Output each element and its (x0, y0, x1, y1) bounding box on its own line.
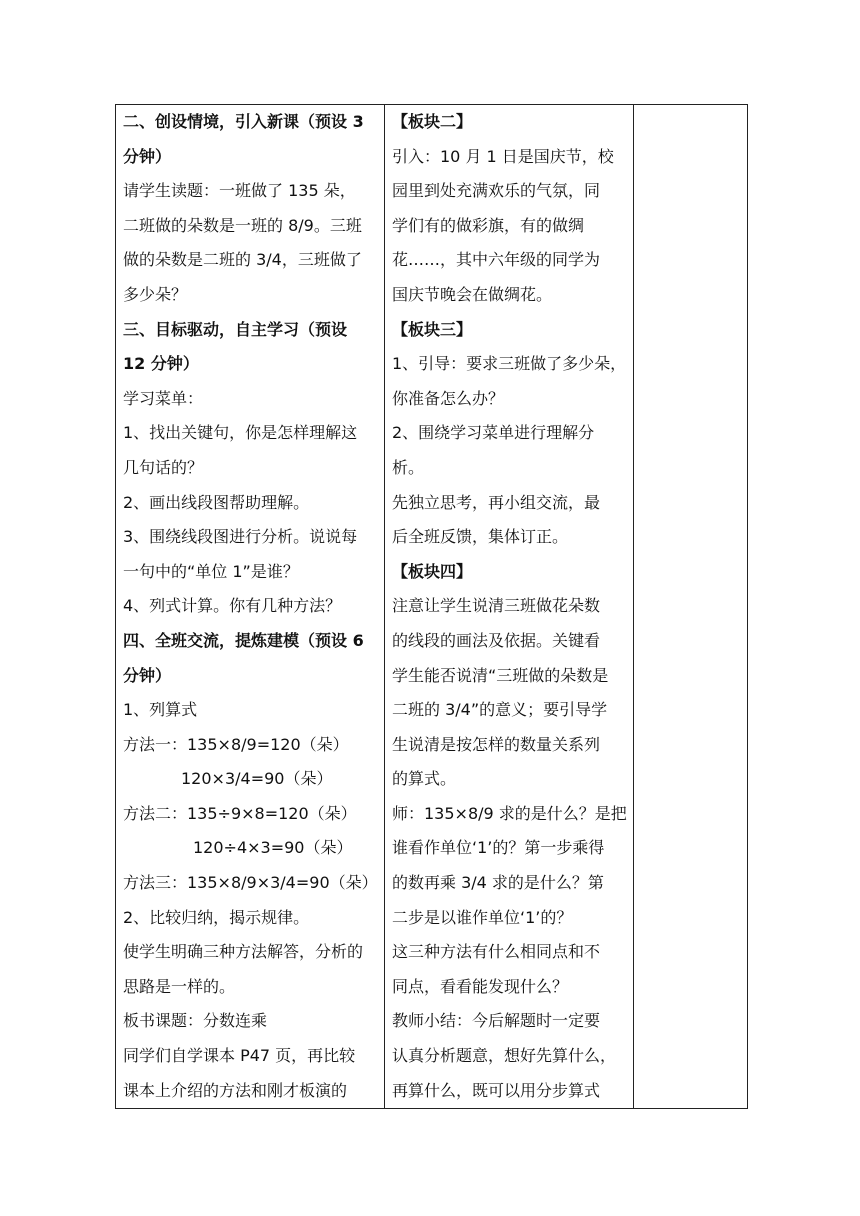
text-line: 2、围绕学习菜单进行理解分 (392, 423, 595, 443)
text-line: 做的朵数是二班的 3/4，三班做了 (123, 250, 362, 270)
section-heading: 分钟） (123, 665, 172, 685)
text-line: 认真分析题意，想好先算什么， (392, 1046, 617, 1066)
text-line: 学习菜单： (123, 388, 204, 408)
text-line: 学生能否说清“三班做的朵数是 (392, 665, 609, 685)
text-line: 的算式。 (392, 769, 457, 789)
teaching-process-cell (116, 105, 385, 1109)
text-line: 教师小结：今后解题时一定要 (392, 1011, 601, 1031)
text-line: 2、比较归纳，揭示规律。 (123, 907, 310, 927)
text-line: 几句话的？ (123, 457, 204, 477)
section-heading: 四、全班交流，提炼建模（预设 6 (123, 630, 364, 650)
lesson-plan-table (115, 104, 748, 1109)
text-line: 思路是一样的。 (123, 976, 236, 996)
text-line: 国庆节晚会在做绸花。 (392, 284, 553, 304)
text-line: 方法二：135÷9×8=120（朵） (123, 803, 357, 823)
section-heading: 分钟） (123, 146, 172, 166)
teacher-guidance-text (385, 105, 633, 1108)
text-line: 生说清是按怎样的数量关系列 (392, 734, 601, 754)
section-heading: 三、目标驱动，自主学习（预设 (123, 319, 348, 339)
text-line: 学们有的做彩旗，有的做绸 (392, 215, 585, 235)
section-heading: 【板块二】 (392, 112, 473, 131)
section-heading: 【板块四】 (392, 561, 473, 581)
text-line: 注意让学生说清三班做花朵数 (392, 596, 601, 616)
text-line: 同点，看看能发现什么？ (392, 976, 569, 996)
teacher-guidance-cell (385, 105, 634, 1109)
text-line: 多少朵？ (123, 284, 188, 304)
text-line: 这三种方法有什么相同点和不 (392, 942, 601, 962)
text-line: 的数再乘 3/4 求的是什么？第 (392, 873, 604, 893)
text-line: 引入：10 月 1 日是国庆节，校 (392, 146, 614, 166)
text-line: 方法一：135×8/9=120（朵） (123, 734, 349, 754)
text-line: 二步是以谁作单位‘1’的？ (392, 907, 573, 927)
text-line: 请学生读题：一班做了 135 朵， (123, 181, 356, 201)
text-line: 再算什么，既可以用分步算式 (392, 1080, 601, 1100)
text-line: 师：135×8/9 求的是什么？是把 (392, 803, 627, 823)
text-line: 1、找出关键句，你是怎样理解这 (123, 423, 358, 443)
text-line: 课本上介绍的方法和刚才板演的 (123, 1080, 348, 1100)
text-line: 同学们自学课本 P47 页，再比较 (123, 1046, 356, 1066)
text-line: 先独立思考，再小组交流，最 (392, 492, 601, 512)
text-line: 花……，其中六年级的同学为 (392, 250, 601, 270)
text-line: 1、列算式 (123, 700, 198, 720)
section-heading: 二、创设情境，引入新课（预设 3 (123, 112, 364, 131)
text-line: 4、列式计算。你有几种方法？ (123, 596, 342, 616)
section-heading: 12 分钟） (123, 354, 199, 374)
text-line: 后全班反馈，集体订正。 (392, 527, 569, 547)
text-line: 3、围绕线段图进行分析。说说每 (123, 527, 358, 547)
text-line: 谁看作单位‘1’的？第一步乘得 (392, 838, 605, 858)
text-line: 使学生明确三种方法解答，分析的 (123, 942, 364, 962)
text-line: 你准备怎么办？ (392, 388, 505, 408)
text-line: 板书课题：分数连乘 (123, 1011, 268, 1031)
text-line: 析。 (392, 457, 425, 477)
text-line: 园里到处充满欢乐的气氛，同 (392, 181, 601, 201)
text-line: 的线段的画法及依据。关键看 (392, 630, 601, 650)
text-line: 1、引导：要求三班做了多少朵， (392, 354, 627, 374)
text-line: 二班做的朵数是一班的 8/9。三班 (123, 215, 362, 235)
text-line: 方法三：135×8/9×3/4=90（朵） (123, 873, 378, 893)
text-line: 120×3/4=90（朵） (181, 769, 333, 789)
text-line: 2、画出线段图帮助理解。 (123, 492, 310, 512)
notes-cell (634, 105, 748, 1109)
section-heading: 【板块三】 (392, 319, 473, 339)
teaching-process-text (116, 105, 384, 1108)
text-line: 二班的 3/4”的意义；要引导学 (392, 700, 608, 720)
text-line: 一句中的“单位 1”是谁？ (123, 561, 299, 581)
table-row (116, 105, 748, 1109)
text-line: 120÷4×3=90（朵） (193, 838, 353, 858)
